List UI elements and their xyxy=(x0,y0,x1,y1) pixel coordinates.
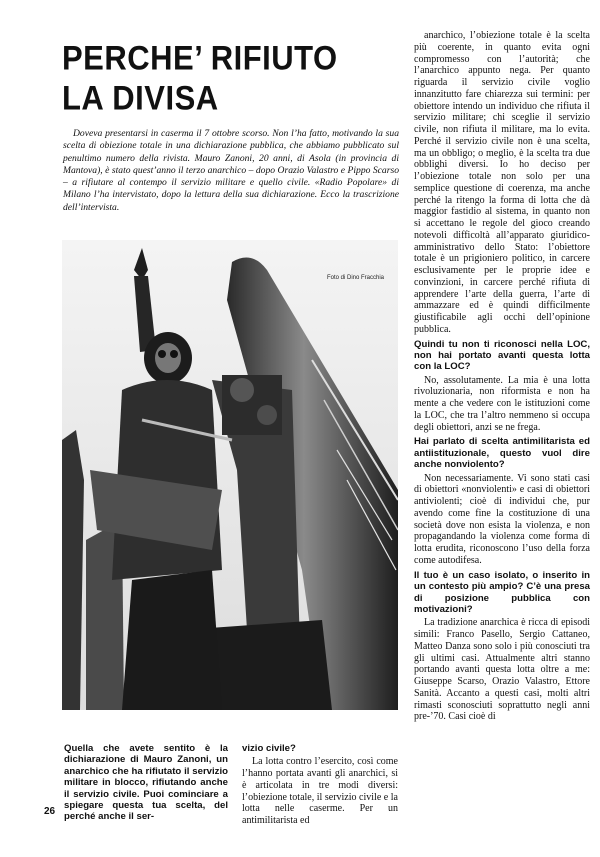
interview-question: Hai parlato di scelta antimilitarista ed antiistituzionale, questo vuol dire anche nonviolento? xyxy=(414,436,590,471)
photo-illustration xyxy=(62,240,398,710)
title-line-1: PERCHE’ RIFIUTO xyxy=(62,38,338,78)
interview-question: Quella che avete sentito è la dichiarazione di Mauro Zanoni, un anarchico che ha rifiutato il servizio militare in blocco, rifiutando anche il servizio civile. Puoi cominciare a spiegare questa tua scelta, del perché anche il ser- xyxy=(64,743,228,823)
page-number: 26 xyxy=(44,806,56,817)
column-right xyxy=(414,30,590,723)
interview-answer: Non necessariamente. Vi sono stati casi di obiettori «nonviolenti» e casi di obiettori antiviolenti; cioè di individui che, pur avendo come fine la costituzione di una società dove non esista la violenza, e non propagandando la violenza come forma di lotta erudita, riconoscono l’uso della forza come autodifesa. xyxy=(414,472,590,566)
column-bottom-left xyxy=(64,740,228,825)
column-bottom-middle xyxy=(242,740,398,827)
interview-answer: No, assolutamente. La mia è una lotta rivoluzionaria, non riformista e non ha mente a che vedere con le istituzioni come la LOC, che tra l’altro nemmeno si occupa degli obiettori, anzi se ne frega. xyxy=(414,374,590,433)
interview-answer: La lotta contro l’esercito, così come l’hanno portata avanti gli anarchici, si è articolata in tre modi diversi: l’obiezione totale, il servizio civile e la lotta nelle caserme. Per un antimilitarista ed xyxy=(242,756,398,827)
article-title xyxy=(62,38,392,119)
title-line-2: LA DIVISA xyxy=(62,78,219,118)
interview-question: vizio civile? xyxy=(242,743,296,754)
interview-answer: anarchico, l’obiezione totale è la scelta più coerente, in quanto evita ogni compromesso con l’autorità; che l’anarchico appunto nega. Per quanto riguarda il servizio civile voglio innanzitutto fare chiarezza sui termini: per obiettore intendo un individuo che rifiuta il servizio militare; chi sceglie il servizio civile, non rifiuta il militare, ma lo evita. Perché il servizio civile non è una scelta, ma un obbligo; o meglio, è la scelta tra due obblighi diversi. Io ho deciso per l’obiezione totale non solo per una semplice questione di coerenza, ma anche perché la ritengo la forma di lotta che dà maggior fastidio al sistema, in quanto non si accettano le regole del gioco creando notevoli difficoltà all’apparato giuridico-amministrativo dello Stato: l’obiettore totale è un prigioniero politico, in carcere esclusivamente per le proprie idee e convinzioni, in carcere perché rifiuta di apprendere l’arte della guerra, l’arte di ammazzare ed è quindi difficilmente giustificabile agli occhi dell’opinione pubblica. xyxy=(414,30,590,335)
photo-credit: Foto di Dino Fracchia xyxy=(327,275,385,281)
article-photo xyxy=(62,240,398,710)
article-intro: Doveva presentarsi in caserma il 7 ottobre scorso. Non l’ha fatto, motivando la sua scelta di obiezione totale in una dichiarazione pubblica, che abbiamo pubblicato sul penultimo numero della rivista. Mauro Zanoni, 20 anni, di Asola (in provincia di Mantova), è stato quest’anno il terzo anarchico – dopo Orazio Valastro e Pippo Scarso – a rifiutare al contempo il servizio militare e quello civile. «Radio Popolare» di Milano l’ha intervistato, dopo la lettura della sua dichiarazione. Ecco la trascrizione dell’intervista. xyxy=(63,128,399,213)
interview-question: Il tuo è un caso isolato, o inserito in un contesto più ampio? C’è una presa di posizione pubblica con motivazioni? xyxy=(414,569,590,615)
interview-answer: La tradizione anarchica è ricca di episodi simili: Franco Pasello, Sergio Cattaneo, Matteo Danza sono solo i più conosciuti tra gli ultimi casi. Attualmente altri stanno portando avanti questa lotta oltre a me: Giuseppe Scarso, Orazio Valastro, Ettore Sanità. Accanto a questi casi, molti altri rimasti sconosciuti soprattutto negli anni pre-’70. Casi cioè di xyxy=(414,617,590,723)
interview-question: Quindi tu non ti riconosci nella LOC, non hai portato avanti questa lotta con la LOC? xyxy=(414,338,590,373)
